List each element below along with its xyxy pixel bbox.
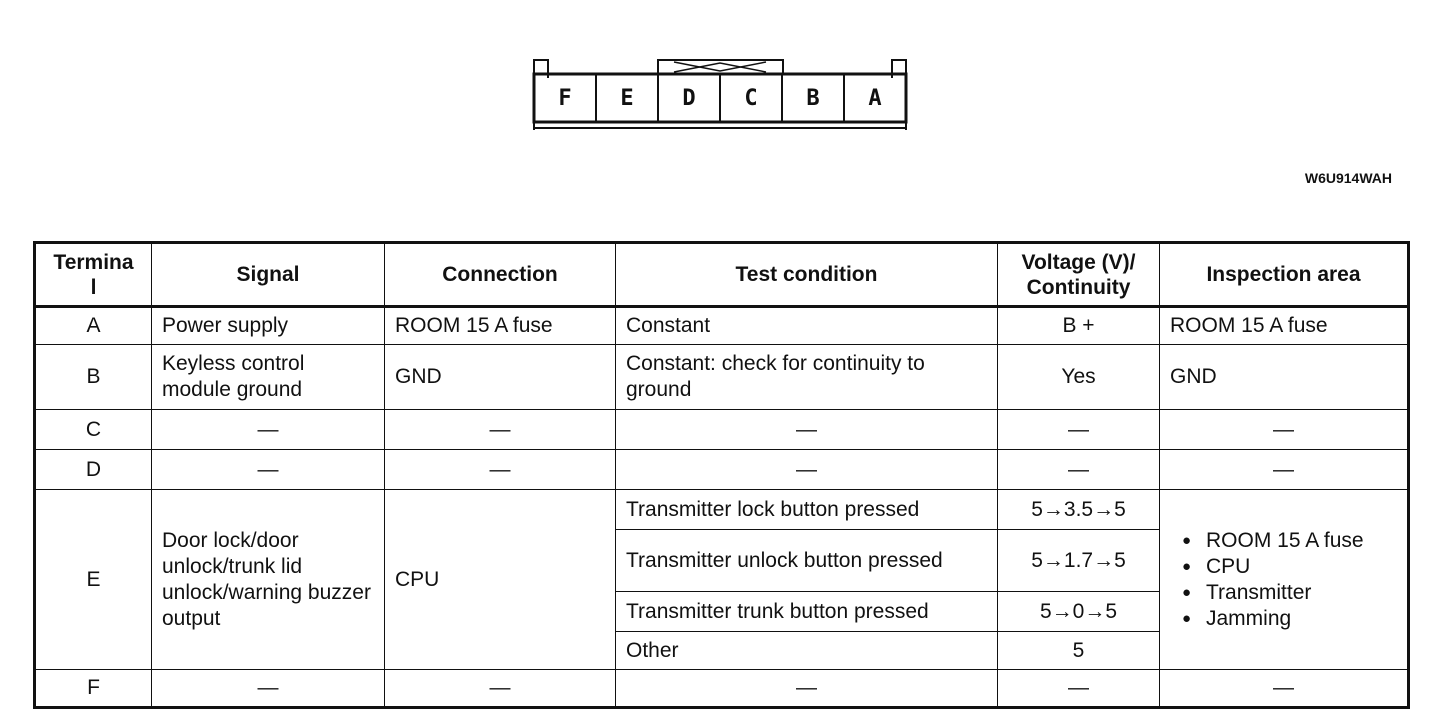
- table-row: [35, 307, 1409, 345]
- inspection-cell: —: [1160, 450, 1409, 490]
- header-voltage-text: Voltage (V)/ Continuity: [1021, 250, 1136, 299]
- list-item: ● ROOM 15 A fuse: [1170, 528, 1397, 554]
- connector-pin-f: F: [558, 86, 572, 111]
- list-item: ● Jamming: [1170, 606, 1397, 632]
- connector-pin-c: C: [744, 86, 758, 111]
- terminal-cell: F: [35, 670, 152, 708]
- voltage-cell: B +: [998, 307, 1160, 345]
- signal-cell: —: [152, 450, 385, 490]
- header-terminal: [35, 243, 152, 307]
- signal-cell: Keyless control module ground: [152, 345, 385, 410]
- header-inspection-area: Inspection area: [1160, 243, 1409, 307]
- header-voltage: [998, 243, 1160, 307]
- header-terminal-text: Termina l: [53, 250, 134, 299]
- signal-cell: Door lock/door unlock/trunk lid unlock/warning buzzer output: [152, 490, 385, 670]
- voltage-cell: 5→3.5→5: [998, 490, 1160, 530]
- voltage-cell: Yes: [998, 345, 1160, 410]
- voltage-cell: —: [998, 450, 1160, 490]
- signal-cell: —: [152, 670, 385, 708]
- test-condition-cell: —: [616, 450, 998, 490]
- figure-code: W6U914WAH: [1304, 170, 1392, 186]
- signal-cell: —: [152, 410, 385, 450]
- voltage-cell: 5: [998, 632, 1160, 670]
- list-item: ● CPU: [1170, 554, 1397, 580]
- table-row: [35, 450, 1409, 490]
- test-condition-cell: —: [616, 410, 998, 450]
- terminal-table: [33, 241, 1410, 709]
- inspection-cell: —: [1160, 410, 1409, 450]
- connection-cell: ROOM 15 A fuse: [385, 307, 616, 345]
- list-item: ● Transmitter: [1170, 580, 1397, 606]
- table-row: [35, 410, 1409, 450]
- voltage-cell: —: [998, 670, 1160, 708]
- table-row: [35, 670, 1409, 708]
- voltage-cell: 5→0→5: [998, 592, 1160, 632]
- connector-pin-d: D: [682, 86, 696, 111]
- table-row: [35, 345, 1409, 410]
- terminal-cell: C: [35, 410, 152, 450]
- voltage-cell: —: [998, 410, 1160, 450]
- connector-pin-e: E: [620, 86, 634, 111]
- signal-cell: Power supply: [152, 307, 385, 345]
- test-condition-cell: Constant: check for continuity to ground: [616, 345, 998, 410]
- header-test-condition: Test condition: [616, 243, 998, 307]
- terminal-cell: E: [35, 490, 152, 670]
- inspection-cell: GND: [1160, 345, 1409, 410]
- terminal-cell: D: [35, 450, 152, 490]
- connection-cell: GND: [385, 345, 616, 410]
- connector-diagram: [532, 58, 910, 132]
- connection-cell: —: [385, 670, 616, 708]
- connector-pin-b: B: [806, 86, 820, 111]
- test-condition-cell: —: [616, 670, 998, 708]
- terminal-cell: A: [35, 307, 152, 345]
- inspection-list: [1170, 528, 1397, 632]
- connection-cell: —: [385, 410, 616, 450]
- test-condition-cell: Other: [616, 632, 998, 670]
- connection-cell: —: [385, 450, 616, 490]
- test-condition-cell: Constant: [616, 307, 998, 345]
- header-signal: Signal: [152, 243, 385, 307]
- inspection-cell: [1160, 490, 1409, 670]
- inspection-cell: —: [1160, 670, 1409, 708]
- voltage-cell: 5→1.7→5: [998, 530, 1160, 592]
- table-header-row: [35, 243, 1409, 307]
- terminal-cell: B: [35, 345, 152, 410]
- inspection-cell: ROOM 15 A fuse: [1160, 307, 1409, 345]
- table-row: [35, 490, 1409, 530]
- connector-pin-a: A: [868, 86, 882, 111]
- test-condition-cell: Transmitter unlock button pressed: [616, 530, 998, 592]
- test-condition-cell: Transmitter lock button pressed: [616, 490, 998, 530]
- header-connection: Connection: [385, 243, 616, 307]
- test-condition-cell: Transmitter trunk button pressed: [616, 592, 998, 632]
- connection-cell: CPU: [385, 490, 616, 670]
